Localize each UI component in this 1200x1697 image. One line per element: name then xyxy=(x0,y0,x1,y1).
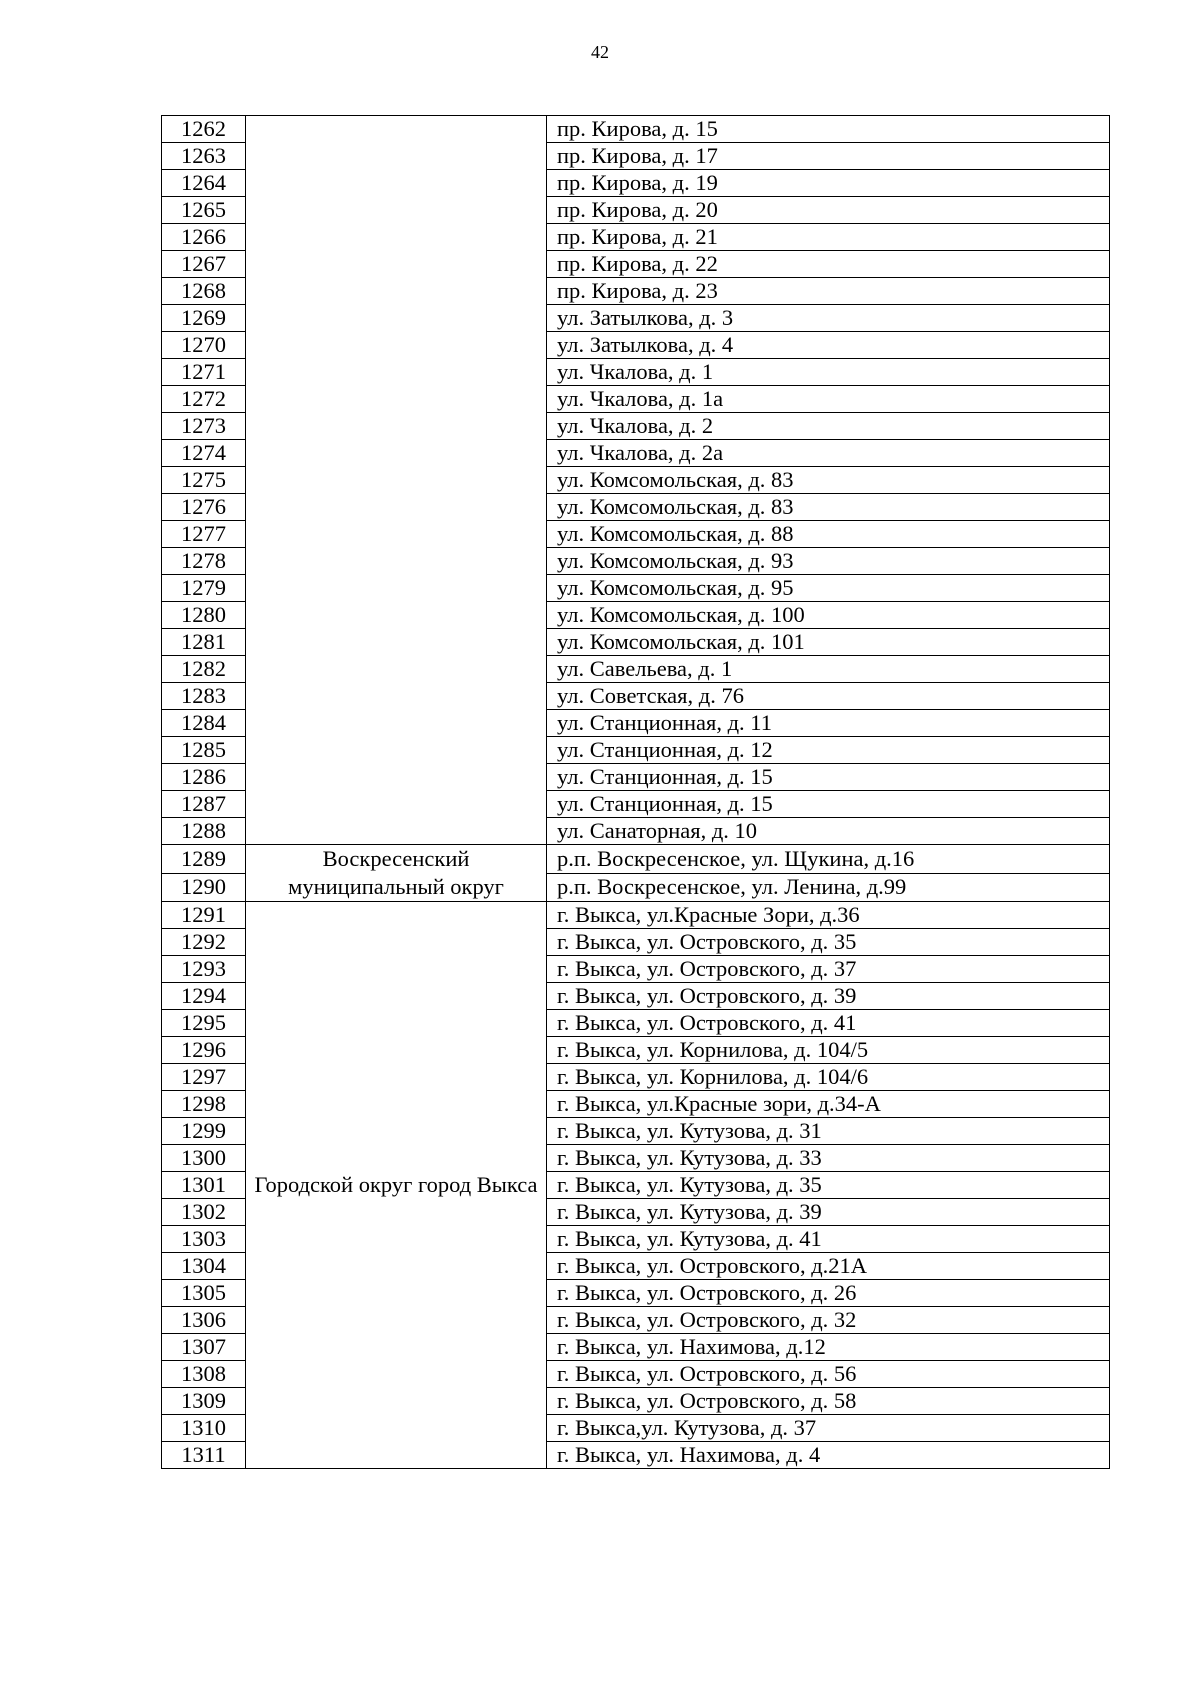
address-cell: г. Выкса, ул. Кутузова, д. 35 xyxy=(547,1172,1110,1199)
row-number-cell: 1311 xyxy=(162,1442,246,1469)
address-cell: ул. Комсомольская, д. 88 xyxy=(547,521,1110,548)
address-cell: г. Выкса, ул. Островского, д. 26 xyxy=(547,1280,1110,1307)
address-cell: г. Выкса, ул. Островского, д. 56 xyxy=(547,1361,1110,1388)
address-cell: г. Выкса, ул. Кутузова, д. 41 xyxy=(547,1226,1110,1253)
address-cell: ул. Затылкова, д. 3 xyxy=(547,305,1110,332)
row-number-cell: 1292 xyxy=(162,929,246,956)
address-cell: г. Выкса, ул. Островского, д. 58 xyxy=(547,1388,1110,1415)
row-number-cell: 1300 xyxy=(162,1145,246,1172)
address-cell: г. Выкса, ул. Островского, д. 35 xyxy=(547,929,1110,956)
row-number-cell: 1309 xyxy=(162,1388,246,1415)
address-cell: пр. Кирова, д. 22 xyxy=(547,251,1110,278)
table-row xyxy=(162,845,1110,874)
address-cell: ул. Комсомольская, д. 83 xyxy=(547,494,1110,521)
address-cell: ул. Комсомольская, д. 100 xyxy=(547,602,1110,629)
address-cell: ул. Комсомольская, д. 101 xyxy=(547,629,1110,656)
address-cell: ул. Савельева, д. 1 xyxy=(547,656,1110,683)
address-cell: ул. Станционная, д. 15 xyxy=(547,764,1110,791)
address-table-body xyxy=(162,116,1110,1469)
row-number-cell: 1293 xyxy=(162,956,246,983)
row-number-cell: 1268 xyxy=(162,278,246,305)
row-number-cell: 1264 xyxy=(162,170,246,197)
row-number-cell: 1285 xyxy=(162,737,246,764)
row-number-cell: 1283 xyxy=(162,683,246,710)
row-number-cell: 1269 xyxy=(162,305,246,332)
row-number-cell: 1297 xyxy=(162,1064,246,1091)
row-number-cell: 1296 xyxy=(162,1037,246,1064)
row-number-cell: 1294 xyxy=(162,983,246,1010)
address-cell: ул. Чкалова, д. 1 xyxy=(547,359,1110,386)
address-cell: ул. Комсомольская, д. 83 xyxy=(547,467,1110,494)
address-cell: г. Выкса, ул. Кутузова, д. 39 xyxy=(547,1199,1110,1226)
row-number-cell: 1275 xyxy=(162,467,246,494)
address-cell: г. Выкса, ул. Островского, д. 37 xyxy=(547,956,1110,983)
row-number-cell: 1280 xyxy=(162,602,246,629)
row-number-cell: 1267 xyxy=(162,251,246,278)
address-cell: пр. Кирова, д. 19 xyxy=(547,170,1110,197)
address-cell: ул. Комсомольская, д. 93 xyxy=(547,548,1110,575)
row-number-cell: 1302 xyxy=(162,1199,246,1226)
municipality-cell xyxy=(246,116,547,845)
row-number-cell: 1287 xyxy=(162,791,246,818)
row-number-cell: 1288 xyxy=(162,818,246,845)
row-number-cell: 1289 xyxy=(162,845,246,874)
row-number-cell: 1273 xyxy=(162,413,246,440)
address-cell: г. Выкса, ул. Островского, д.21А xyxy=(547,1253,1110,1280)
row-number-cell: 1304 xyxy=(162,1253,246,1280)
address-cell: ул. Чкалова, д. 2а xyxy=(547,440,1110,467)
row-number-cell: 1298 xyxy=(162,1091,246,1118)
row-number-cell: 1271 xyxy=(162,359,246,386)
address-cell: г. Выкса, ул. Кутузова, д. 33 xyxy=(547,1145,1110,1172)
address-cell: пр. Кирова, д. 20 xyxy=(547,197,1110,224)
address-cell: г. Выкса, ул. Островского, д. 39 xyxy=(547,983,1110,1010)
row-number-cell: 1262 xyxy=(162,116,246,143)
address-cell: р.п. Воскресенское, ул. Ленина, д.99 xyxy=(547,873,1110,902)
address-cell: г. Выкса, ул.Красные Зори, д.36 xyxy=(547,902,1110,929)
address-cell: р.п. Воскресенское, ул. Щукина, д.16 xyxy=(547,845,1110,874)
row-number-cell: 1307 xyxy=(162,1334,246,1361)
row-number-cell: 1263 xyxy=(162,143,246,170)
municipality-cell: Городской округ город Выкса xyxy=(246,902,547,1469)
address-cell: г. Выкса, ул. Островского, д. 32 xyxy=(547,1307,1110,1334)
address-cell: ул. Станционная, д. 11 xyxy=(547,710,1110,737)
address-cell: г. Выкса,ул. Кутузова, д. 37 xyxy=(547,1415,1110,1442)
row-number-cell: 1305 xyxy=(162,1280,246,1307)
row-number-cell: 1265 xyxy=(162,197,246,224)
row-number-cell: 1299 xyxy=(162,1118,246,1145)
row-number-cell: 1281 xyxy=(162,629,246,656)
row-number-cell: 1282 xyxy=(162,656,246,683)
row-number-cell: 1308 xyxy=(162,1361,246,1388)
row-number-cell: 1290 xyxy=(162,873,246,902)
address-cell: г. Выкса, ул. Нахимова, д.12 xyxy=(547,1334,1110,1361)
address-cell: пр. Кирова, д. 21 xyxy=(547,224,1110,251)
address-cell: пр. Кирова, д. 23 xyxy=(547,278,1110,305)
row-number-cell: 1310 xyxy=(162,1415,246,1442)
address-cell: ул. Комсомольская, д. 95 xyxy=(547,575,1110,602)
address-cell: ул. Санаторная, д. 10 xyxy=(547,818,1110,845)
row-number-cell: 1270 xyxy=(162,332,246,359)
row-number-cell: 1274 xyxy=(162,440,246,467)
row-number-cell: 1266 xyxy=(162,224,246,251)
row-number-cell: 1301 xyxy=(162,1172,246,1199)
table-row xyxy=(162,902,1110,929)
row-number-cell: 1291 xyxy=(162,902,246,929)
address-cell: г. Выкса, ул. Нахимова, д. 4 xyxy=(547,1442,1110,1469)
address-cell: ул. Чкалова, д. 1а xyxy=(547,386,1110,413)
address-cell: ул. Станционная, д. 12 xyxy=(547,737,1110,764)
address-cell: г. Выкса, ул. Корнилова, д. 104/6 xyxy=(547,1064,1110,1091)
row-number-cell: 1306 xyxy=(162,1307,246,1334)
page-number: 42 xyxy=(591,42,609,62)
row-number-cell: 1277 xyxy=(162,521,246,548)
address-cell: ул. Станционная, д. 15 xyxy=(547,791,1110,818)
address-cell: г. Выкса, ул. Кутузова, д. 31 xyxy=(547,1118,1110,1145)
row-number-cell: 1303 xyxy=(162,1226,246,1253)
address-cell: ул. Затылкова, д. 4 xyxy=(547,332,1110,359)
row-number-cell: 1272 xyxy=(162,386,246,413)
address-cell: пр. Кирова, д. 15 xyxy=(547,116,1110,143)
row-number-cell: 1295 xyxy=(162,1010,246,1037)
address-cell: г. Выкса, ул.Красные зори, д.34-А xyxy=(547,1091,1110,1118)
municipality-cell: Воскресенский муниципальный округ xyxy=(246,845,547,902)
row-number-cell: 1279 xyxy=(162,575,246,602)
table-row xyxy=(162,116,1110,143)
row-number-cell: 1278 xyxy=(162,548,246,575)
address-table xyxy=(161,115,1110,1469)
address-cell: г. Выкса, ул. Островского, д. 41 xyxy=(547,1010,1110,1037)
address-cell: пр. Кирова, д. 17 xyxy=(547,143,1110,170)
row-number-cell: 1286 xyxy=(162,764,246,791)
row-number-cell: 1284 xyxy=(162,710,246,737)
address-cell: ул. Советская, д. 76 xyxy=(547,683,1110,710)
row-number-cell: 1276 xyxy=(162,494,246,521)
address-cell: г. Выкса, ул. Корнилова, д. 104/5 xyxy=(547,1037,1110,1064)
address-cell: ул. Чкалова, д. 2 xyxy=(547,413,1110,440)
